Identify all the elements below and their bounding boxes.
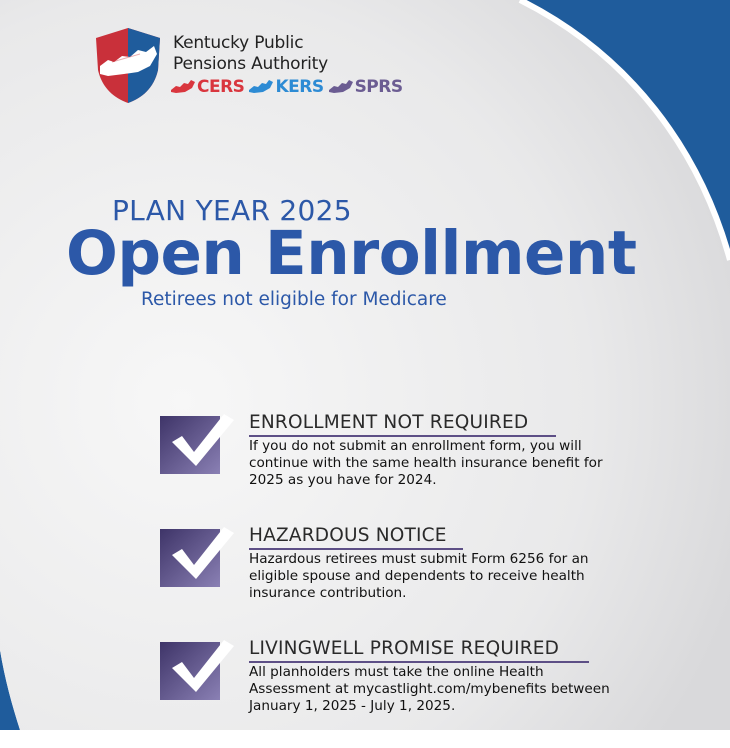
notice-body: Hazardous retirees must submit Form 6256 for an eligible spouse and dependents to receive health insurance contribution.: [249, 551, 589, 601]
notice-heading: LIVINGWELL PROMISE REQUIRED: [249, 638, 560, 659]
checkmark-icon: [160, 412, 236, 478]
organization-name: [173, 33, 328, 75]
notice-body: All planholders must take the online Health Assessment at mycastlight.com/mybenefits between January 1, 2025 - July 1, 2025.: [249, 664, 610, 714]
sprs-logo: [328, 77, 403, 97]
heading-underline: [249, 435, 556, 437]
cers-logo: [170, 77, 244, 97]
kentucky-shield-icon: [94, 26, 162, 104]
kppa-logo: [94, 26, 424, 106]
cers-label: CERS: [197, 77, 245, 97]
notice-enrollment-not-required: [160, 412, 630, 522]
notice-body: If you do not submit an enrollment form, you will continue with the same health insurance benefit for 2025 as you have for 2024.: [249, 438, 603, 488]
sprs-label: SPRS: [354, 77, 403, 97]
checkmark-icon: [160, 638, 236, 704]
kers-label: KERS: [275, 77, 324, 97]
kentucky-state-icon: [328, 77, 354, 97]
kentucky-state-icon: [170, 77, 196, 97]
organization-name-line1: Kentucky Public: [173, 33, 304, 53]
checkmark-icon: [160, 525, 236, 591]
heading-underline: [249, 548, 463, 550]
kers-logo: [248, 77, 323, 97]
page-title: Open Enrollment: [66, 218, 637, 289]
notice-heading: HAZARDOUS NOTICE: [249, 525, 447, 546]
plan-year: PLAN YEAR 2025: [112, 194, 352, 227]
notice-hazardous: [160, 525, 630, 635]
notice-heading: ENROLLMENT NOT REQUIRED: [249, 412, 529, 433]
subtitle: Retirees not eligible for Medicare: [141, 289, 447, 310]
kentucky-state-icon: [248, 77, 274, 97]
system-logos: [170, 76, 403, 98]
heading-underline: [249, 661, 589, 663]
notice-livingwell-promise: [160, 638, 630, 748]
organization-name-line2: Pensions Authority: [173, 54, 328, 74]
